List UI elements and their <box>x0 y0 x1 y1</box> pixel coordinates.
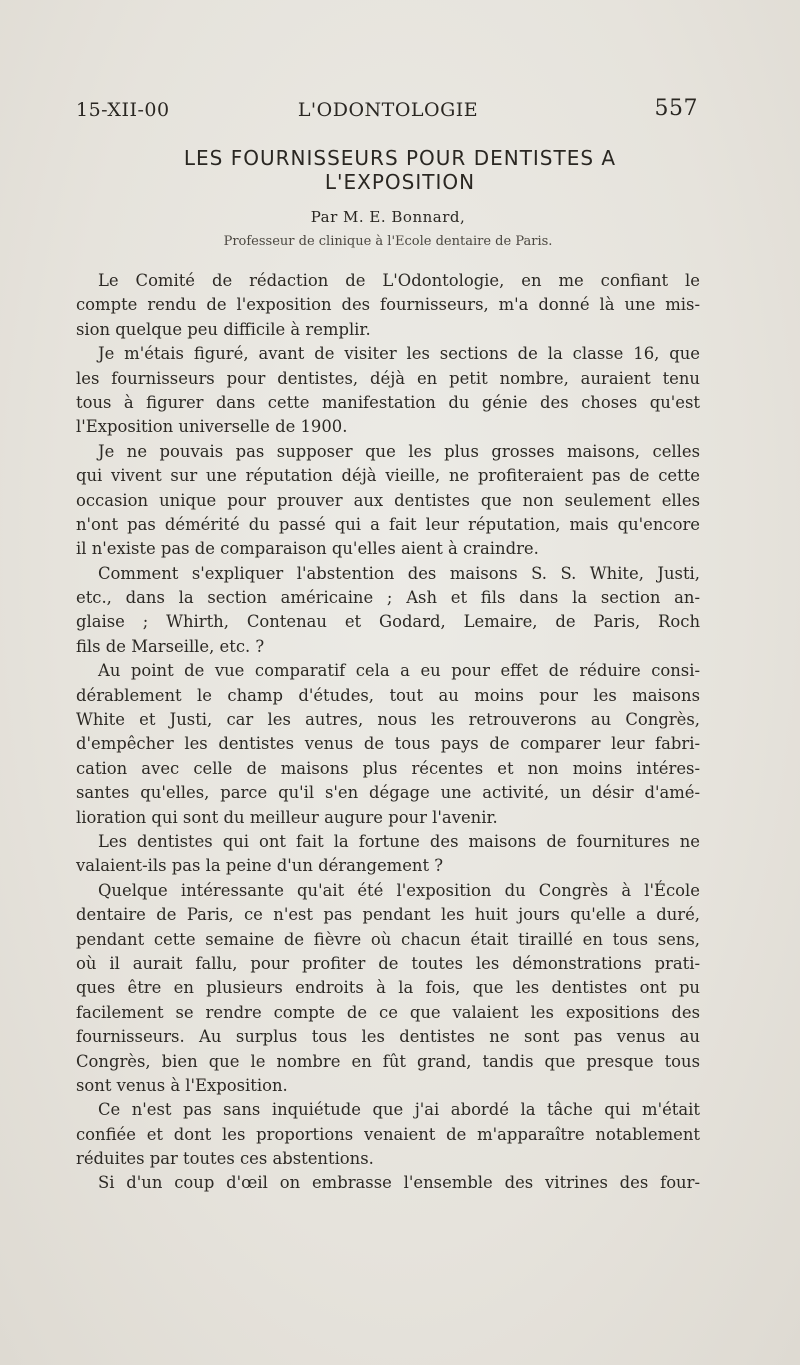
text-line: White et Justi, car les autres, nous les retrouverons au Congrès, <box>76 710 700 730</box>
title-line-2: L'EXPOSITION <box>324 170 476 194</box>
text-line: etc., dans la section américaine ; Ash et fils dans la section an- <box>76 588 700 608</box>
text-line: sont venus à l'Exposition. <box>76 1075 288 1095</box>
text-line: ques être en plusieurs endroits à la fois, que les dentistes ont pu <box>76 978 700 998</box>
text-line: dentaire de Paris, ce n'est pas pendant les huit jours qu'elle a duré, <box>76 905 700 925</box>
article-body <box>76 269 700 1196</box>
issue-date: 15-XII-00 <box>76 99 170 121</box>
text-line: valaient-ils pas la peine d'un dérangement ? <box>76 856 444 876</box>
text-line: tous à figurer dans cette manifestation du génie des choses qu'est <box>76 392 700 412</box>
text-line: facilement se rendre compte de ce que valaient les expositions des <box>76 1002 700 1022</box>
text-line: réduites par toutes ces abstentions. <box>76 1149 374 1169</box>
text-line: lioration qui sont du meilleur augure pour l'avenir. <box>76 807 498 827</box>
article-title <box>60 146 740 194</box>
text-line: santes qu'elles, parce qu'il s'en dégage une activité, un désir d'amé- <box>76 783 700 803</box>
text-line: Ce n'est pas sans inquiétude que j'ai abordé la tâche qui m'était <box>98 1100 700 1120</box>
text-line: Les dentistes qui ont fait la fortune des maisons de fournitures ne <box>98 831 700 851</box>
text-line: Congrès, bien que le nombre en fût grand, tandis que presque tous <box>76 1051 700 1071</box>
text-line: les fournisseurs pour dentistes, déjà en petit nombre, auraient tenu <box>76 368 700 388</box>
text-line: l'Exposition universelle de 1900. <box>76 417 348 437</box>
running-head <box>76 96 700 126</box>
page-number: 557 <box>654 96 698 121</box>
text-line: compte rendu de l'exposition des fournisseurs, m'a donné là une mis- <box>76 295 700 315</box>
text-line: qui vivent sur une réputation déjà vieille, ne profiteraient pas de cette <box>76 466 700 486</box>
title-line-1: LES FOURNISSEURS POUR DENTISTES A <box>183 146 617 170</box>
text-line: il n'existe pas de comparaison qu'elles aient à craindre. <box>76 539 539 559</box>
text-line: Au point de vue comparatif cela a eu pour effet de réduire consi- <box>98 661 700 681</box>
text-line: où il aurait fallu, pour profiter de toutes les démonstrations prati- <box>76 953 700 973</box>
text-line: d'empêcher les dentistes venus de tous pays de comparer leur fabri- <box>76 734 700 754</box>
text-line: Si d'un coup d'œil on embrasse l'ensemble des vitrines des four- <box>98 1173 700 1193</box>
text-line: Je ne pouvais pas supposer que les plus grosses maisons, celles <box>98 441 700 461</box>
text-line: Quelque intéressante qu'ait été l'exposition du Congrès à l'École <box>98 880 700 900</box>
text-line: n'ont pas démérité du passé qui a fait leur réputation, mais qu'encore <box>76 514 700 534</box>
text-line: confiée et dont les proportions venaient de m'apparaître notablement <box>76 1124 700 1144</box>
text-line: fournisseurs. Au surplus tous les dentistes ne sont pas venus au <box>76 1027 700 1047</box>
text-line: Comment s'expliquer l'abstention des maisons S. S. White, Justi, <box>98 563 700 583</box>
author-affiliation: Professeur de clinique à l'Ecole dentaire de Paris. <box>223 234 553 249</box>
text-line: Le Comité de rédaction de L'Odontologie, en me confiant le <box>98 271 700 290</box>
text-line: pendant cette semaine de fièvre où chacun était tiraillé en tous sens, <box>76 929 700 949</box>
text-line: fils de Marseille, etc. ? <box>76 636 265 656</box>
author-byline: Par M. E. Bonnard, <box>310 208 466 226</box>
text-line: sion quelque peu difficile à remplir. <box>76 319 371 339</box>
text-line: Je m'étais figuré, avant de visiter les sections de la classe 16, que <box>98 344 700 364</box>
text-line: cation avec celle de maisons plus récentes et non moins intéres- <box>76 758 700 778</box>
text-line: occasion unique pour prouver aux dentistes que non seulement elles <box>76 490 700 510</box>
journal-title: L'ODONTOLOGIE <box>297 99 479 121</box>
text-line: dérablement le champ d'études, tout au moins pour les maisons <box>76 685 700 705</box>
text-line: glaise ; Whirth, Contenau et Godard, Lemaire, de Paris, Roch <box>76 612 700 632</box>
